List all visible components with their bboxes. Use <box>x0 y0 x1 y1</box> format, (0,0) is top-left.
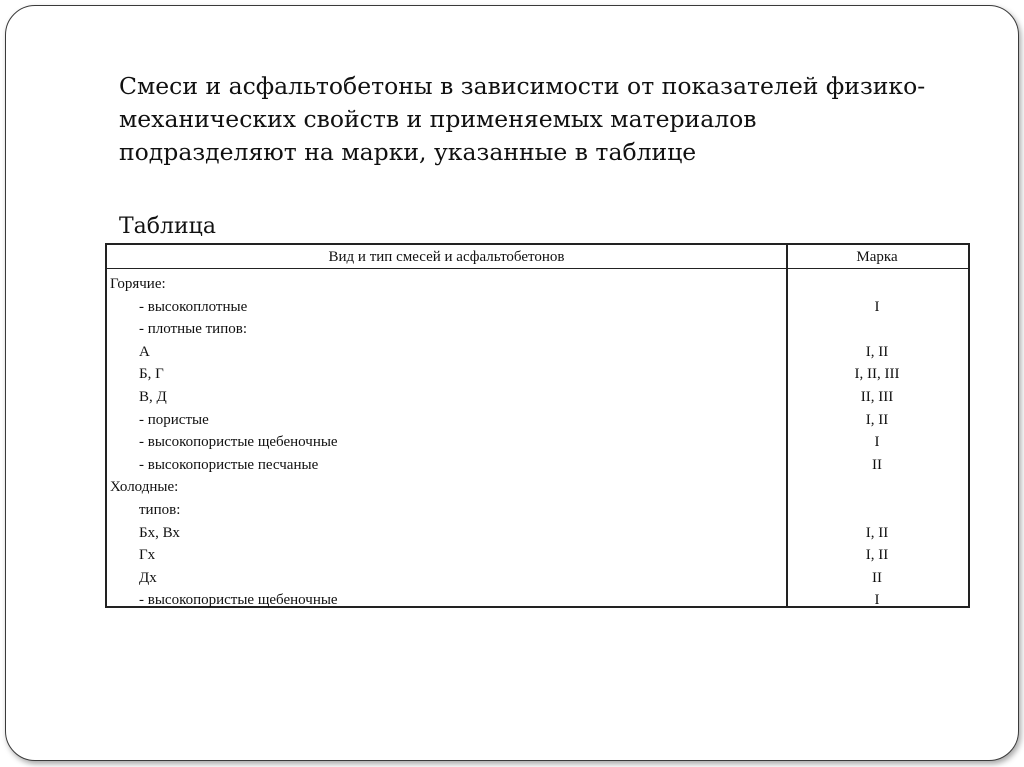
row-name: - высокопористые щебеночные <box>139 592 338 609</box>
row-name: А <box>139 343 150 360</box>
table-row <box>107 273 968 296</box>
row-grade: I <box>874 592 880 609</box>
table-row <box>107 363 968 386</box>
row-name: Б, Г <box>139 366 164 383</box>
table-body <box>107 273 968 612</box>
row-name: типов: <box>139 501 181 518</box>
header-grade: Марка <box>856 249 898 265</box>
row-grade: I, II <box>865 547 889 564</box>
table-row <box>107 522 968 545</box>
row-name: Дх <box>139 569 157 586</box>
table-header <box>107 245 968 269</box>
row-grade: II, III <box>860 388 894 405</box>
row-name: Бх, Вх <box>139 524 180 541</box>
heading-line-1: Смеси и асфальтобетоны в зависимости от показателей физико- <box>119 72 926 100</box>
table-row <box>107 409 968 432</box>
table-row <box>107 318 968 341</box>
table-row <box>107 476 968 499</box>
row-grade: II <box>872 456 882 473</box>
header-type: Вид и тип смесей и асфальтобетонов <box>328 249 565 265</box>
row-grade: I, II <box>865 343 889 360</box>
row-name: Холодные: <box>110 479 179 496</box>
heading-line-2: механических свойств и применяемых материалов <box>119 105 757 133</box>
row-grade: I <box>874 434 880 451</box>
row-name: - высокоплотные <box>139 298 248 315</box>
slide-heading <box>119 70 979 169</box>
row-name: Горячие: <box>110 276 166 292</box>
table-row <box>107 499 968 522</box>
table-caption: Таблица <box>119 214 216 239</box>
row-grade: II <box>872 569 882 586</box>
table-row <box>107 544 968 567</box>
row-grade: I, II, III <box>854 366 900 383</box>
row-name: - пористые <box>139 411 209 428</box>
table-row <box>107 589 968 612</box>
row-name: - высокопористые щебеночные <box>139 434 338 451</box>
table-row <box>107 567 968 590</box>
table-row <box>107 386 968 409</box>
table-row <box>107 296 968 319</box>
row-name: В, Д <box>139 388 167 405</box>
row-grade: I, II <box>865 411 889 428</box>
row-name: Гх <box>139 547 156 564</box>
heading-line-3: подразделяют на марки, указанные в таблице <box>119 138 697 166</box>
table-row <box>107 341 968 364</box>
table-row <box>107 431 968 454</box>
table-row <box>107 454 968 477</box>
row-grade: I, II <box>865 524 889 541</box>
grades-table <box>105 243 970 608</box>
row-name: - плотные типов: <box>139 321 247 338</box>
row-name: - высокопористые песчаные <box>139 456 319 473</box>
row-grade: I <box>874 298 880 315</box>
